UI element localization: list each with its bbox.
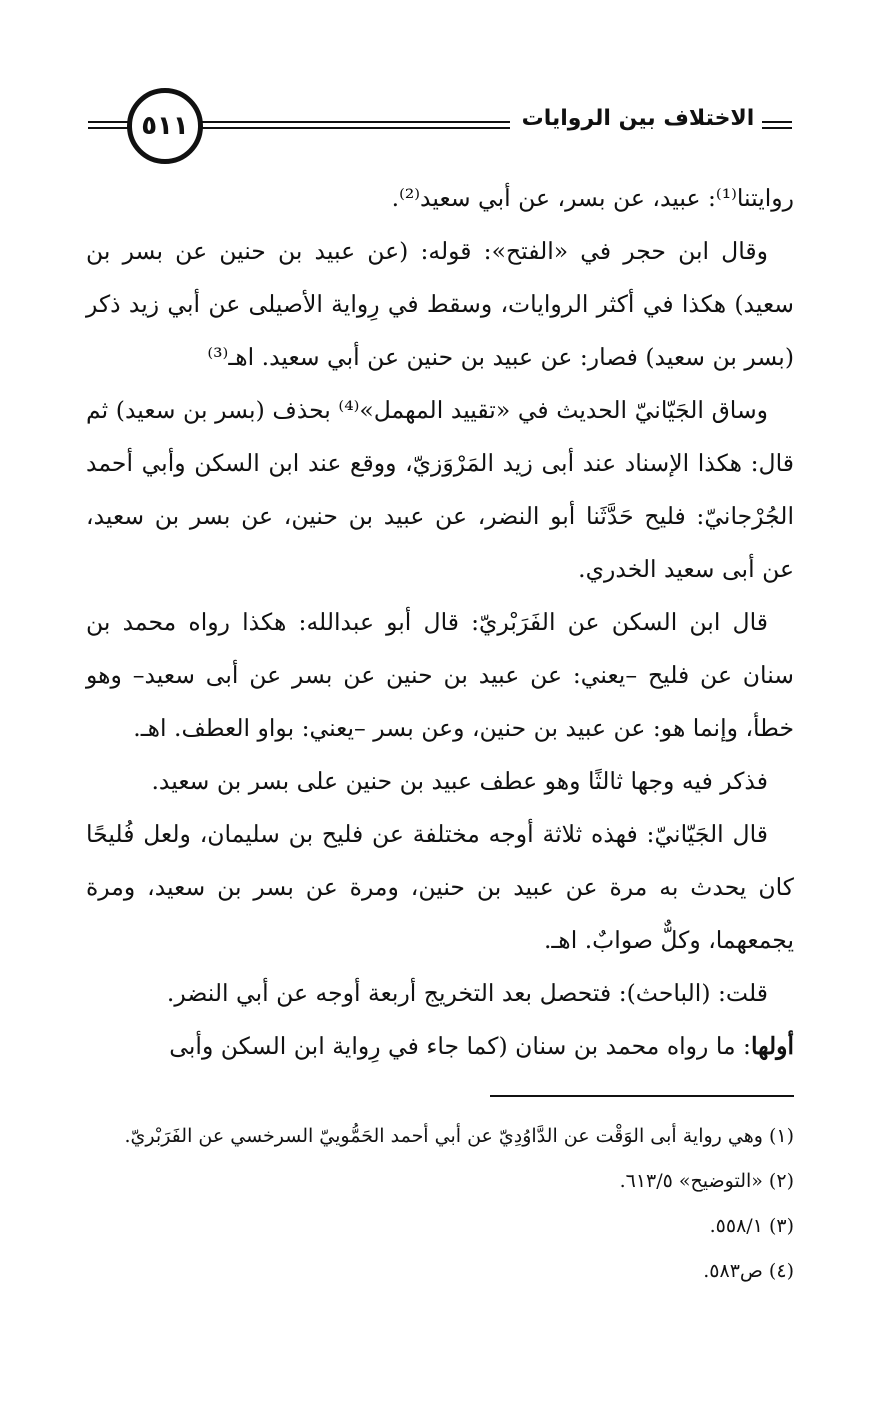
footnote-4: (٤) ص٥٨٣. bbox=[703, 1260, 794, 1282]
paragraph-1: روايتنا⁽¹⁾: عبيد، عن بسر، عن أبي سعيد⁽²⁾. bbox=[391, 184, 794, 212]
footnote-separator bbox=[490, 1095, 794, 1097]
paragraph-7: قلت: (الباحث): فتحصل بعد التخريج أربعة أوجه عن أبي النضر. bbox=[166, 979, 768, 1007]
running-title: الاختلاف بين الروايات bbox=[521, 106, 755, 131]
paragraph-2: وقال ابن حجر في «الفتح»: قوله: (عن عبيد بن حنين عن بسر بن سعيد) هكذا في أكثر الروايات، وسقط في رِواية الأصيلى عن أبي زيد ذكر (بسر بن سعيد) فصار: عن عبيد بن حنين عن أبي سعيد. اهـ⁽³⁾ bbox=[86, 237, 794, 371]
header-rule-middle-upper bbox=[198, 121, 510, 123]
paragraph-5: فذكر فيه وجها ثالثًا وهو عطف عبيد بن حنين على بسر بن سعيد. bbox=[151, 767, 768, 795]
paragraph-6: قال الجَيّانيّ: فهذه ثلاثة أوجه مختلفة عن فليح بن سليمان، ولعل فُليحًا كان يحدث به مرة عن عبيد بن حنين، ومرة عن بسر بن سعيد، ومرة يجمعهما، وكلٌّ صوابٌ. اهـ. bbox=[86, 820, 794, 954]
page-number-badge bbox=[127, 88, 203, 164]
paragraph-8-text: : ما رواه محمد بن سنان (كما جاء في رِواية ابن السكن وأبى bbox=[169, 1032, 751, 1060]
header-rule-middle-lower bbox=[198, 127, 510, 129]
paragraph-3: وساق الجَيّانيّ الحديث في «تقييد المهمل»⁽⁴⁾ بحذف (بسر بن سعيد) ثم قال: هكذا الإسناد عند أبى زيد المَرْوَزيّ، ووقع عند ابن السكن وأبي أحمد الجُرْجانيّ: فليح حَدَّثَنا أبو النضر، عن عبيد بن حنين، عن بسر بن سعيد، عن أبى سعيد الخدري. bbox=[86, 396, 794, 583]
header-rule-right-lower bbox=[762, 127, 792, 129]
page-header bbox=[0, 84, 873, 174]
paragraph-8 bbox=[86, 1020, 794, 1073]
main-text bbox=[86, 172, 794, 1073]
paragraph-8-lead: أولها bbox=[750, 1032, 794, 1060]
header-rule-right-upper bbox=[762, 121, 792, 123]
paragraph-4: قال ابن السكن عن الفَرَبْريّ: قال أبو عبدالله: هكذا رواه محمد بن سنان عن فليح –يعني: عن عبيد بن حنين عن بسر عن أبى سعيد– وهو خطأ، وإنما هو: عن عبيد بن حنين، وعن بسر –يعني: بواو العطف. اهـ. bbox=[86, 608, 794, 742]
page-number: ٥١١ bbox=[141, 111, 189, 141]
footnote-3: (٣) ٥٥٨/١. bbox=[709, 1215, 794, 1237]
footnote-2: (٢) «التوضيح» ٦١٣/٥. bbox=[619, 1170, 794, 1192]
footnotes bbox=[86, 1114, 794, 1294]
footnote-1: (١) وهي رواية أبى الوَقْت عن الدَّاوُدِيّ عن أبي أحمد الحَمُّوييّ السرخسي عن الفَرَبْريّ. bbox=[124, 1125, 794, 1147]
